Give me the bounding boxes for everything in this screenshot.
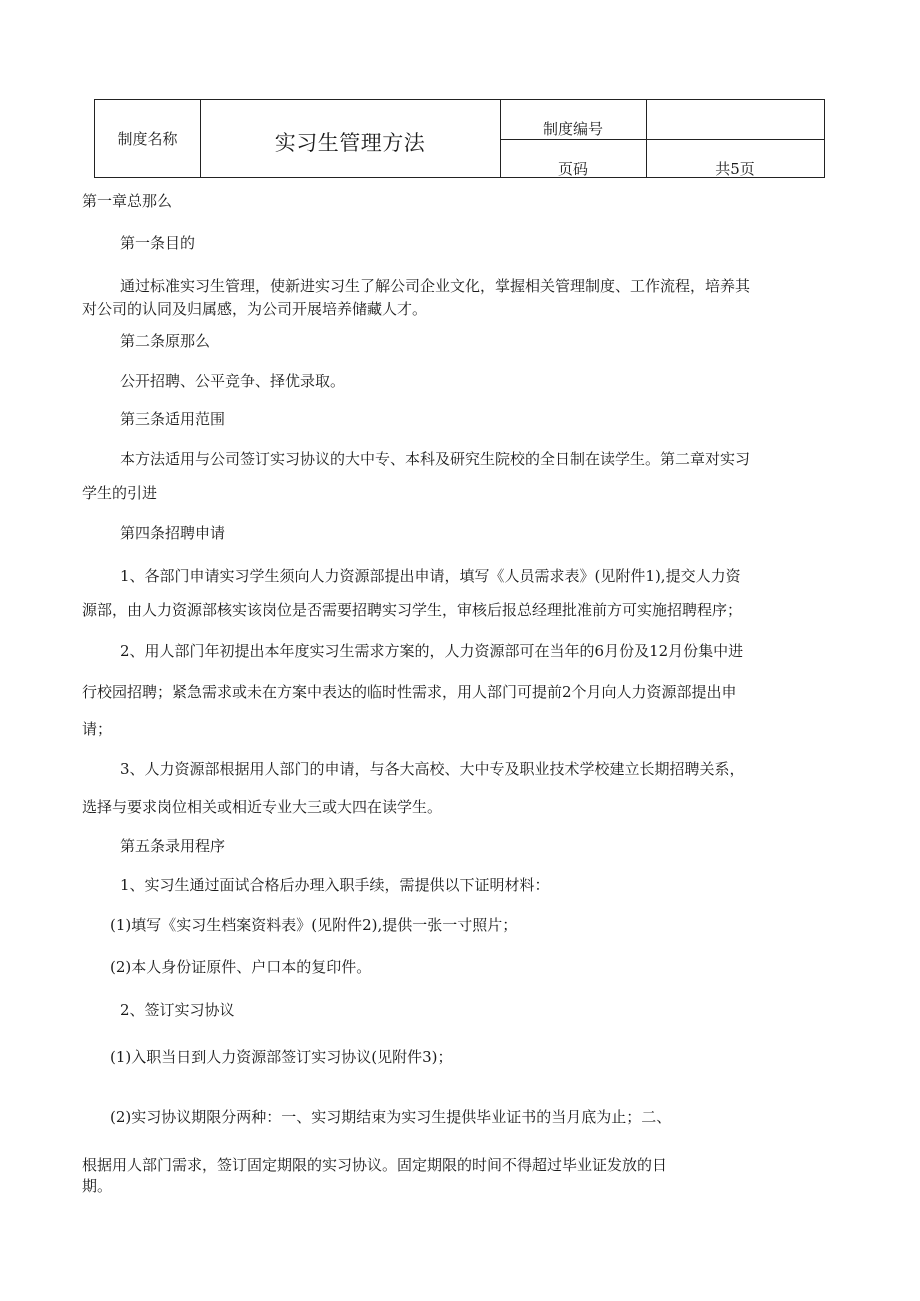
page-label: 页码 [557,159,588,178]
article-heading: 第一条目的 [120,234,196,252]
paragraph-line: 根据用人部门需求，签订固定期限的实习协议。固定期限的时间不得超过毕业证发放的日 [82,1156,668,1174]
paragraph-line: 请； [82,720,113,738]
chapter-heading: 第一章总那么 [82,192,173,210]
page-count: 共5页 [715,159,755,178]
paragraph-line: (1)填写《实习生档案资料表》(见附件2),提供一张一寸照片； [110,916,518,934]
article-heading: 第二条原那么 [120,332,211,350]
paragraph-line: (2)实习协议期限分两种：一、实习期结束为实习生提供毕业证书的当月底为止；二、 [110,1108,672,1126]
paragraph-line: 通过标准实习生管理，使新进实习生了解公司企业文化，掌握相关管理制度、工作流程，培养其 [120,277,751,295]
paragraph-line: 3、人力资源部根据用人部门的申请，与各大高校、大中专及职业技术学校建立长期招聘关系， [120,760,745,778]
paragraph-line: 公开招聘、公平竞争、择优录取。 [120,372,346,390]
article-heading: 第四条招聘申请 [120,524,226,542]
paragraph-line: (1)入职当日到人力资源部签订实习协议(见附件3)； [110,1048,453,1066]
document-title: 实习生管理方法 [274,130,426,155]
paragraph-line: 2、用人部门年初提出本年度实习生需求方案的，人力资源部可在当年的6月份及12月份集中进 [120,642,744,660]
paragraph-line: 选择与要求岗位相关或相近专业大三或大四在读学生。 [82,798,443,816]
paragraph-line: 1、各部门申请实习学生须向人力资源部提出申请，填写《人员需求表》(见附件1),提交人力资 [120,567,741,585]
header-table [94,99,825,178]
paragraph-line: 学生的引进 [82,484,158,502]
paragraph-line: 行校园招聘；紧急需求或未在方案中表达的临时性需求，用人部门可提前2个月向人力资源部提出申 [82,683,737,701]
number-label: 制度编号 [542,119,603,138]
paragraph-line: 1、实习生通过面试合格后办理入职手续，需提供以下证明材料： [120,876,550,894]
paragraph-line: 期。 [82,1177,113,1195]
paragraph-line: 本方法适用与公司签订实习协议的大中专、本科及研究生院校的全日制在读学生。第二章对实习 [120,450,751,468]
paragraph-line: 2、签订实习协议 [120,1001,235,1019]
paragraph-line: 对公司的认同及归属感，为公司开展培养储藏人才。 [82,300,428,318]
number-value [646,100,824,139]
article-heading: 第三条适用范围 [120,410,226,428]
article-heading: 第五条录用程序 [120,837,226,855]
paragraph-line: 源部，由人力资源部核实该岗位是否需要招聘实习学生，审核后报总经理批准前方可实施招聘程序； [82,601,743,619]
name-label: 制度名称 [117,130,178,148]
paragraph-line: (2)本人身份证原件、户口本的复印件。 [110,958,372,976]
